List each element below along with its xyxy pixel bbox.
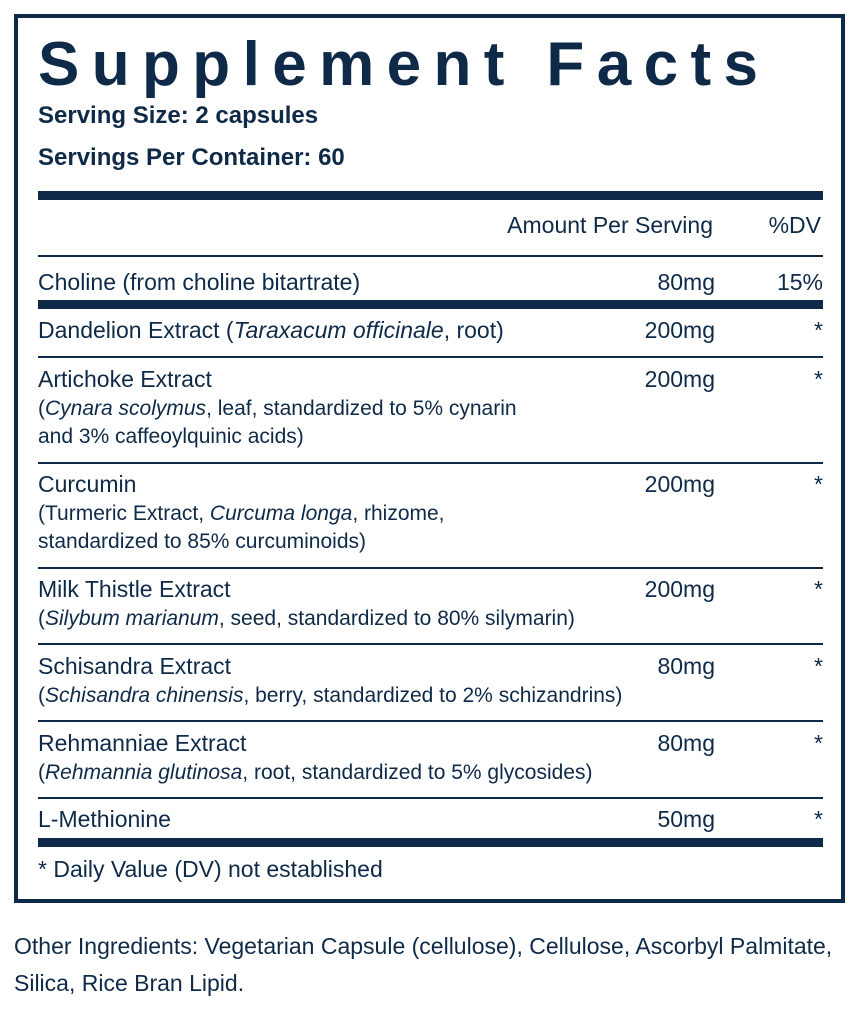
divider-row bbox=[38, 462, 823, 464]
nutrient-detail: (Rehmannia glutinosa, root, standardized to 5% glycosides) bbox=[38, 761, 593, 784]
nutrient-name: Milk Thistle Extract bbox=[38, 576, 231, 602]
divider-row bbox=[38, 797, 823, 799]
serving-size: Serving Size: 2 capsules bbox=[38, 102, 319, 129]
nutrient-dv: * bbox=[814, 806, 823, 832]
nutrient-name: Dandelion Extract (Taraxacum officinale, root) bbox=[38, 317, 504, 343]
servings-per-container: Servings Per Container: 60 bbox=[38, 144, 345, 171]
divider-thick-top bbox=[38, 191, 823, 200]
nutrient-name: Schisandra Extract bbox=[38, 653, 232, 679]
nutrient-amount: 200mg bbox=[644, 471, 715, 497]
nutrient-dv: 15% bbox=[776, 269, 823, 295]
column-header-amount: Amount Per Serving bbox=[507, 212, 713, 238]
nutrient-amount: 80mg bbox=[657, 730, 715, 756]
divider-header bbox=[38, 255, 823, 257]
nutrient-detail: (Cynara scolymus, leaf, standardized to 5% cynarin bbox=[38, 397, 517, 420]
nutrient-detail: (Turmeric Extract, Curcuma longa, rhizome, bbox=[38, 502, 445, 525]
nutrient-amount: 200mg bbox=[644, 317, 715, 343]
nutrient-detail-line2: standardized to 85% curcuminoids) bbox=[38, 530, 367, 553]
nutrient-dv: * bbox=[814, 576, 823, 602]
nutrient-name: Rehmanniae Extract bbox=[38, 730, 247, 756]
nutrient-amount: 80mg bbox=[657, 269, 715, 295]
nutrient-amount: 200mg bbox=[644, 576, 715, 602]
nutrient-amount: 50mg bbox=[657, 806, 715, 832]
nutrient-amount: 200mg bbox=[644, 366, 715, 392]
divider-thick-mid bbox=[38, 300, 823, 309]
nutrient-dv: * bbox=[814, 653, 823, 679]
divider-row bbox=[38, 356, 823, 358]
panel-title: Supplement Facts bbox=[38, 30, 771, 99]
nutrient-name: Choline (from choline bitartrate) bbox=[38, 269, 361, 295]
nutrient-detail-line2: and 3% caffeoylquinic acids) bbox=[38, 425, 304, 448]
nutrient-dv: * bbox=[814, 366, 823, 392]
divider-thick-bottom bbox=[38, 838, 823, 847]
divider-row bbox=[38, 643, 823, 645]
supplement-facts-panel bbox=[14, 14, 845, 903]
daily-value-footnote: * Daily Value (DV) not established bbox=[38, 856, 383, 882]
nutrient-detail: (Silybum marianum, seed, standardized to 80% silymarin) bbox=[38, 607, 575, 630]
nutrient-amount: 80mg bbox=[657, 653, 715, 679]
other-ingredients: Other Ingredients: Vegetarian Capsule (cellulose), Cellulose, Ascorbyl Palmitate, Silica, Rice Bran Lipid. bbox=[14, 933, 833, 996]
nutrient-name: Curcumin bbox=[38, 471, 137, 497]
nutrient-name: Artichoke Extract bbox=[38, 366, 212, 392]
nutrient-dv: * bbox=[814, 317, 823, 343]
divider-row bbox=[38, 720, 823, 722]
nutrient-name: L-Methionine bbox=[38, 806, 171, 832]
divider-row bbox=[38, 567, 823, 569]
nutrient-dv: * bbox=[814, 471, 823, 497]
nutrient-dv: * bbox=[814, 730, 823, 756]
column-header-dv: %DV bbox=[768, 212, 821, 238]
nutrient-detail: (Schisandra chinensis, berry, standardized to 2% schizandrins) bbox=[38, 684, 623, 707]
